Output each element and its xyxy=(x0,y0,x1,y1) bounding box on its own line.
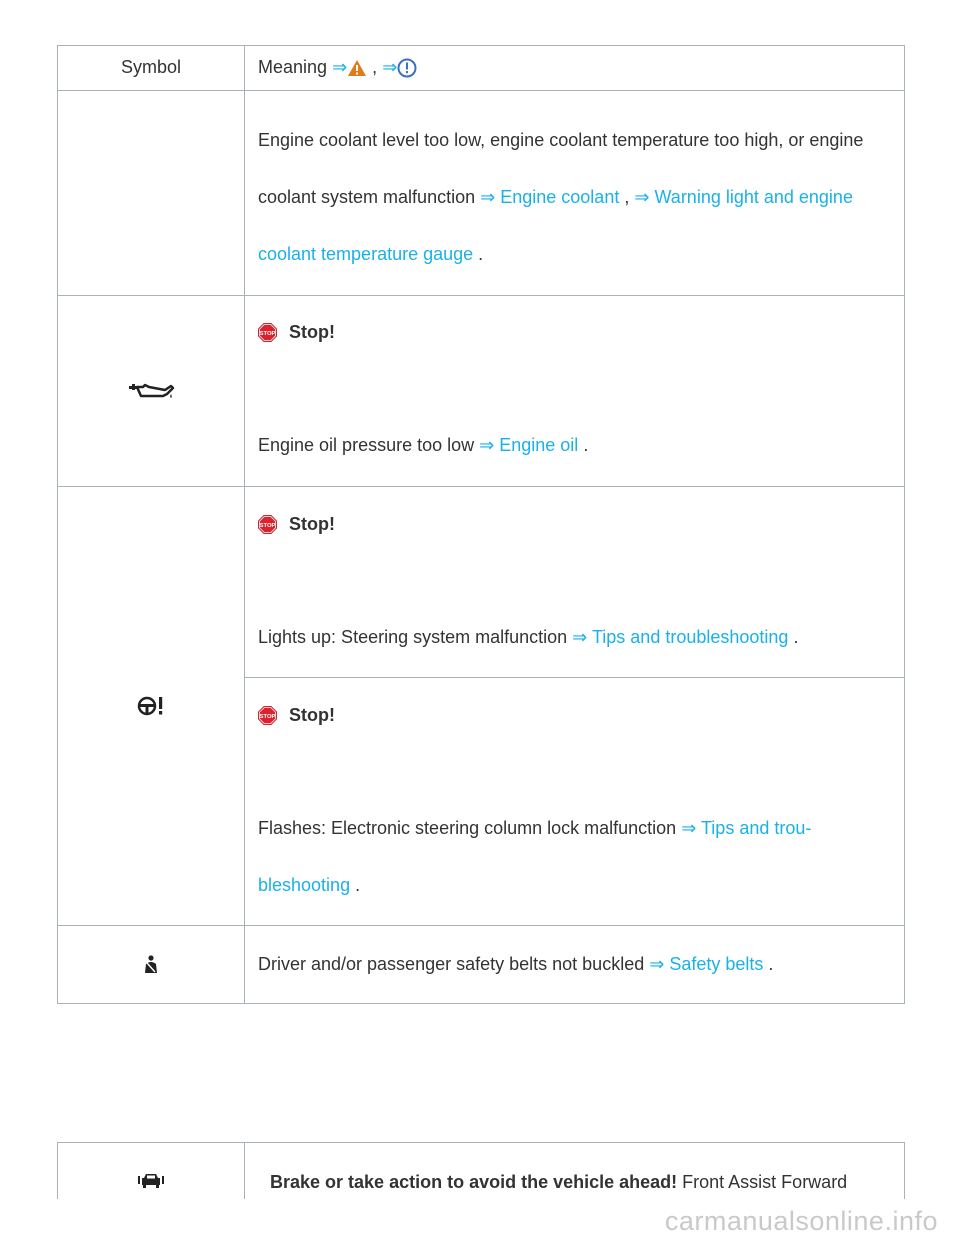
arrow: ⇒ xyxy=(382,57,398,77)
safety-belts-link[interactable]: Safety belts xyxy=(669,954,764,974)
symbol-cell-steering xyxy=(58,487,245,926)
meaning-column-header: Meaning ⇒ , ⇒ xyxy=(245,46,905,91)
stop-sign-icon xyxy=(258,515,277,534)
svg-text:STOP: STOP xyxy=(259,522,276,529)
svg-text:STOP: STOP xyxy=(259,330,276,337)
meaning-cell-oil: STOP Stop! Engine oil pressure too low ⇒ Engine oil . xyxy=(245,296,905,487)
table-row-belts xyxy=(58,926,905,1004)
table-row-steering-1 xyxy=(58,487,905,678)
stop-warning: STOP Stop! xyxy=(259,513,335,534)
symbol-column-header: Symbol xyxy=(58,46,245,91)
symbol-cell-empty xyxy=(58,91,245,296)
warning-light-gauge-link[interactable]: Warning light and engine coolant temperature gauge xyxy=(258,187,853,264)
meaning-cell-coolant: Engine coolant level too low, engine coolant temperature too high, or engine coolant system malfunction ⇒ Engine coolant , ⇒ Warning light and engine coolant temperature gauge . xyxy=(245,91,905,296)
warning-lights-table-continued xyxy=(57,1142,905,1199)
steering-malfunction-icon xyxy=(137,695,165,717)
watermark: carmanualsonline.info xyxy=(664,1206,938,1236)
meaning-cell-belts: Driver and/or passenger safety belts not buckled ⇒ Safety belts . xyxy=(245,926,905,1004)
tips-troubleshooting-link[interactable]: Tips and trou- bleshooting xyxy=(258,818,812,895)
stop-warning: STOP Stop! xyxy=(259,704,335,725)
engine-coolant-link[interactable]: Engine coolant xyxy=(500,187,620,207)
front-assist-icon xyxy=(137,1172,165,1190)
symbol-cell-belts xyxy=(58,926,245,1004)
tips-troubleshooting-link[interactable]: Tips and troubleshooting xyxy=(591,627,789,647)
oil-pressure-icon xyxy=(127,380,175,402)
warning-lights-table xyxy=(57,45,905,1004)
symbol-cell-front-assist xyxy=(58,1143,245,1200)
table-row-front-assist xyxy=(58,1143,905,1200)
meaning-label: Meaning xyxy=(258,57,328,77)
seat-belt-icon xyxy=(143,955,159,975)
meaning-cell-steering-lights: STOP Stop! Lights up: Steering system malfunction ⇒ Tips and troubleshooting . xyxy=(245,487,905,678)
stop-sign-icon xyxy=(258,323,277,342)
svg-text:STOP: STOP xyxy=(259,713,276,720)
symbol-cell-oil xyxy=(58,296,245,487)
arrow: ⇒ xyxy=(332,57,348,77)
meaning-cell-front-assist: Brake or take action to avoid the vehicle ahead! Front Assist Forward xyxy=(245,1143,905,1200)
info-exclamation-icon[interactable] xyxy=(397,58,417,78)
table-header-row xyxy=(58,46,905,91)
engine-oil-link[interactable]: Engine oil xyxy=(499,435,579,455)
table-row-coolant xyxy=(58,91,905,296)
table-row-oil xyxy=(58,296,905,487)
warning-triangle-icon[interactable] xyxy=(347,59,367,77)
stop-sign-icon xyxy=(258,706,277,725)
stop-warning: STOP Stop! xyxy=(259,321,335,342)
meaning-cell-steering-flashes: STOP Stop! Flashes: Electronic steering column lock malfunction ⇒ Tips and trou- bleshooting . xyxy=(245,678,905,926)
